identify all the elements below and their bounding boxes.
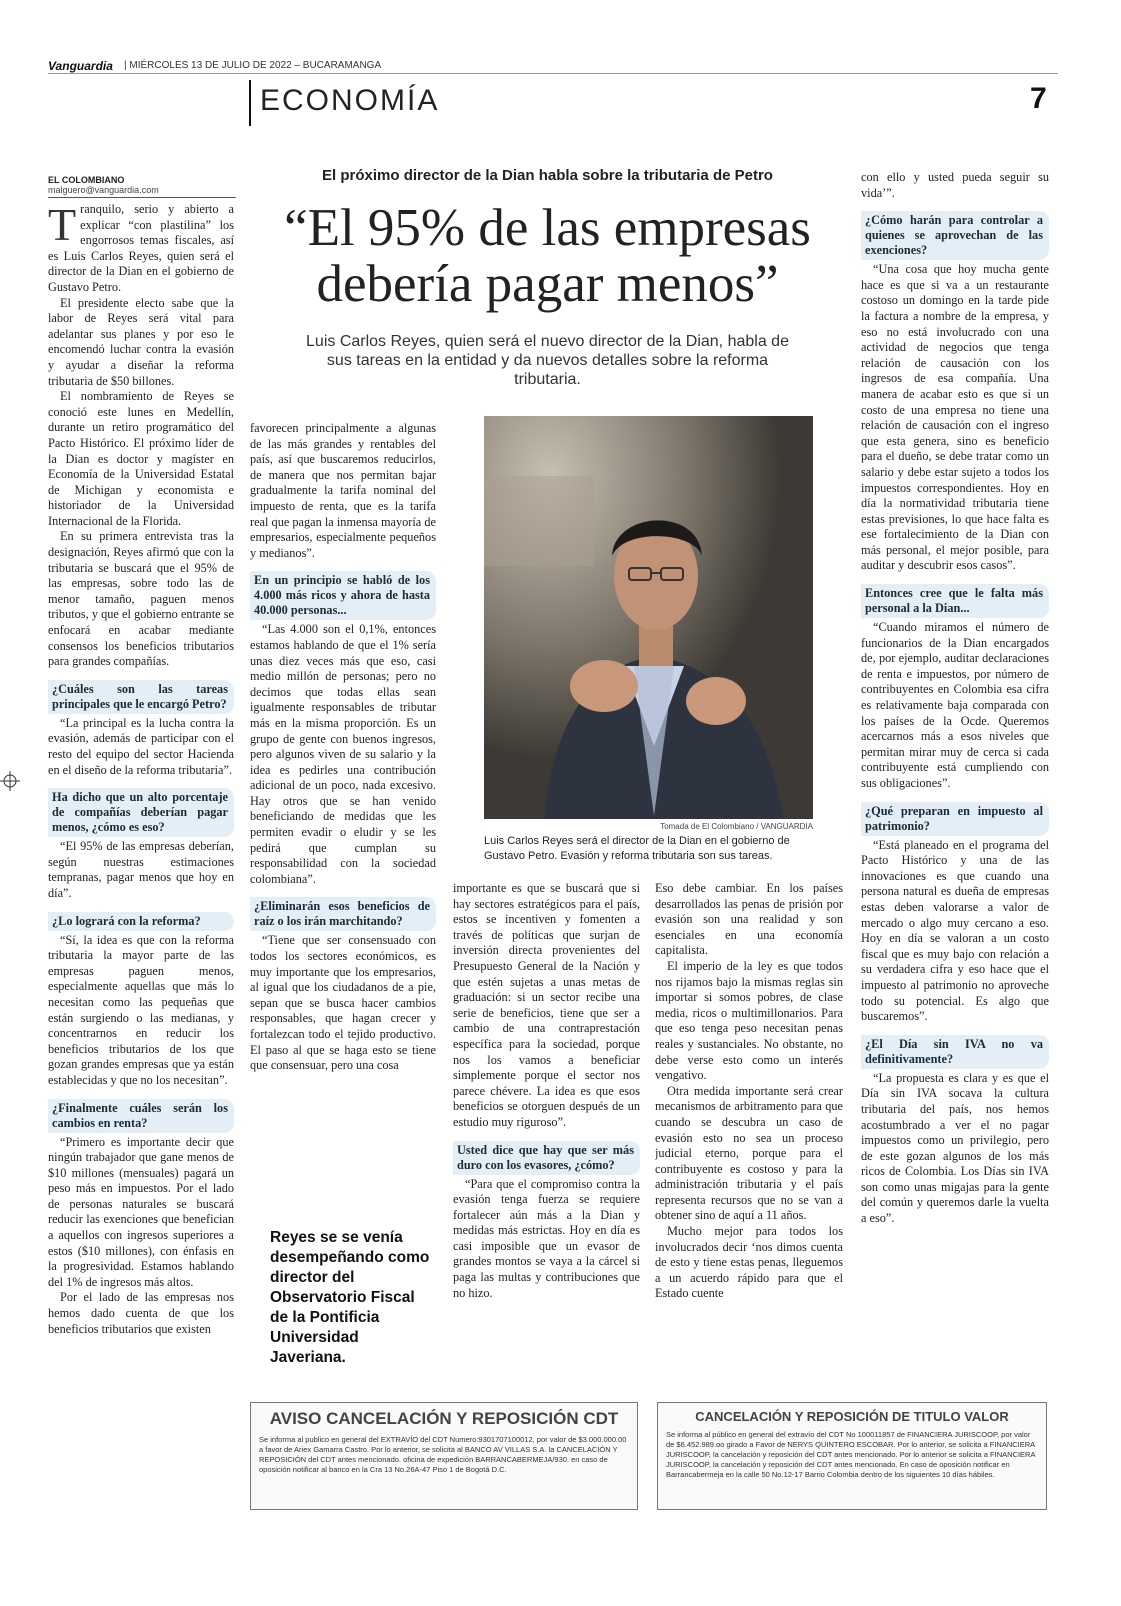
portrait-photo-illustration xyxy=(484,416,813,819)
newspaper-brand: Vanguardia xyxy=(48,59,113,73)
interview-question: En un principio se habló de los 4.000 más ricos y ahora de hasta 40.000 personas... xyxy=(250,571,436,620)
section-title: ECONOMÍA xyxy=(260,84,440,117)
classified-ad-cdt xyxy=(250,1402,638,1510)
article-column-2 xyxy=(250,421,436,1185)
interview-question: ¿Lo logrará con la reforma? xyxy=(48,912,234,931)
interview-answer: “Para que el compromiso contra la evasión tenga fuerza se requiere fortalecer aún más a la Dian y medidas más estrictas. Hoy en día es casi imposible que un evasor de grandes montos se vaya a la cárcel si paga las multas y contribuciones que no hizo. xyxy=(453,1176,640,1300)
ad-title: CANCELACIÓN Y REPOSICIÓN DE TITULO VALOR xyxy=(695,1409,1009,1424)
interview-question: Ha dicho que un alto porcentaje de compañías deberían pagar menos, ¿cómo es eso? xyxy=(48,788,234,837)
byline-source: EL COLOMBIANO xyxy=(48,175,125,185)
article-deck: Luis Carlos Reyes, quien será el nuevo director de la Dian, habla de sus tareas en la entidad y da nuevos detalles sobre la reforma tributaria. xyxy=(306,333,789,388)
interview-question: ¿El Día sin IVA no va definitivamente? xyxy=(861,1035,1049,1069)
interview-answer: “La propuesta es clara y es que el Día sin IVA socava la cultura tributaria del país, nos hemos acostumbrado a ver el no pagar impuestos como un privilegio, pero de este gozan algunos de los más ricos de Colombia. Los Días sin IVA son como unas migajas para la gente del común y queremos darle la vuelta a eso”. xyxy=(861,1070,1049,1226)
ad-body: Se informa al público en general del extravío del CDT No 100011857 de FINANCIERA JURISCOOP, por valor de $6.452.989.oo girado a Favor de NERYS QUINTERO ESCOBAR. Por lo anterior, se solicita a FINANCIERA JURISCOOP, la cancelación y reposición del CDT antes mencionado. Por lo anterior se solicita a FINANCIERA JURISCOOP, la cancelación y reposición del CDT antes mencionado. En caso de oposición notificar en Barrancabermeja en la calle 50 No.12-17 Barrio Colombia dentro de los siguientes 10 días hábiles. xyxy=(666,1430,1036,1479)
byline-email: malguero@vanguardia.com xyxy=(48,185,159,195)
paragraph: importante es que se buscará que si hay sectores estratégicos para el país, estos se incentiven y fomenten a través de políticas que surjan de inversión directa provenientes del Presupuesto General de la Nación y que estén sujetas a unas metas de graduación: si un sector recibe una serie de beneficios, tiene que ser a cambio de una contraprestación específica para la sociedad, porque nos los vamos a beneficiar simplemente porque el sector nos parece chévere. La idea es que esos beneficios se otorguen después de un estudio muy riguroso”. xyxy=(453,881,640,1129)
interview-question: ¿Cuáles son las tareas principales que le encargó Petro? xyxy=(48,680,234,714)
paragraph: Otra medida importante será crear mecanismos de arbitramento para que cuando se descubra un caso de evasión esto no sea un proceso judicial eterno, porque para el contribuyente es costoso y para la administración tributaria y el país representa recursos que no se van a obtener sino de aquí a 11 años. xyxy=(655,1083,843,1223)
drop-cap: T xyxy=(48,202,77,250)
pull-quote: Reyes se se venía desempeñando como director del Observatorio Fiscal de la Pontificia Universidad Javeriana. xyxy=(270,1229,430,1366)
interview-question: ¿Qué preparan en impuesto al patrimonio? xyxy=(861,802,1049,836)
ad-title: AVISO CANCELACIÓN Y REPOSICIÓN CDT xyxy=(269,1409,619,1428)
article-kicker: El próximo director de la Dian habla sobre la tributaria de Petro xyxy=(322,167,773,184)
interview-answer: “Sí, la idea es que con la reforma tributaria la mayor parte de las empresas paguen menos, especialmente aquellas que más lo necesitan como las pequeñas que están surgiendo o las medianas, y concentrarnos en reducir los beneficios tributarios de los que gozan grandes empresas que ya están establecidas y que no los necesitan”. xyxy=(48,932,234,1087)
registration-mark-icon xyxy=(0,771,20,791)
interview-answer: “El 95% de las empresas deberían, según nuestras estimaciones tempranas, pagar menos que hoy en día”. xyxy=(48,839,234,900)
interview-question: Entonces cree que le falta más personal a la Dian... xyxy=(861,584,1049,618)
header-rule xyxy=(48,73,1058,74)
paragraph: con ello y usted pueda seguir su vida’”. xyxy=(861,170,1049,200)
interview-answer: “Está planeado en el programa del Pacto Histórico y una de las innovaciones es que cuando una persona natural es dueña de empresas estas deben valorarse a valor de mercado o algo muy cercano a eso. Hoy en día se valoran a un costo fiscal que es muy bajo con relación a su verdadera cifra y eso hace que el impuesto al patrimonio no aproveche todo su potencial. Es algo que buscaremos”. xyxy=(861,837,1049,1024)
interview-answer: “Primero es importante decir que ningún trabajador que gane menos de $10 millones (mensuales) pagará un peso más en impuestos. Por el lado de personas naturales se buscará reducir las exenciones que benefician a aquellos con ingresos superiores a estos ($10 millones), con énfasis en la progresividad. Estamos hablando del 1% de ingresos más altos. xyxy=(48,1134,234,1289)
interview-question: Usted dice que hay que ser más duro con los evasores, ¿cómo? xyxy=(453,1141,640,1175)
interview-question: ¿Finalmente cuáles serán los cambios en renta? xyxy=(48,1099,234,1133)
classified-ad-titulo-valor xyxy=(657,1402,1047,1510)
article-headline: “El 95% de las empresas debería pagar menos” xyxy=(284,199,811,313)
paragraph: favorecen principalmente a algunas de las más grandes y rentables del país, así que buscaremos reducirlos, de manera que nos permitan bajar gradualmente la tarifa nominal del impuesto de renta, que es la tarifa real que pagan la inmensa mayoría de empresarios, especialmente pequeños y medianos”. xyxy=(250,421,436,560)
byline-rule xyxy=(48,197,236,198)
interview-question: ¿Eliminarán esos beneficios de raíz o los irán marchitando? xyxy=(250,897,436,931)
article-column-5 xyxy=(861,170,1049,1365)
paragraph: ranquilo, serio y abierto a explicar “con plastilina” los engorrosos temas fiscales, así es Luis Carlos Reyes, quien será el director de la Dian en el gobierno de Gustavo Petro. xyxy=(48,202,234,294)
section-divider xyxy=(249,80,251,126)
edition-date: | MIÉRCOLES 13 DE JULIO DE 2022 – BUCARAMANGA xyxy=(124,60,382,71)
interview-answer: “Cuando miramos el número de funcionarios de la Dian encargados de, por ejemplo, auditar declaraciones de renta e impuestos, por número de contribuyentes en Colombia esa cifra es relativamente baja comparada con los países de la Ocde. Queremos acercarnos más a esos niveles que permitan mirar muy de cerca si cada contribuyente está cumpliendo con sus obligaciones”. xyxy=(861,620,1049,790)
article-column-1 xyxy=(48,202,234,1507)
page-number: 7 xyxy=(1030,82,1047,115)
paragraph: El imperio de la ley es que todos nos rijamos bajo la mismas reglas sin importar si somos pobres, de clase media, ricos o multimillonarios. Para que eso tenga peso necesitan penas reales y sustanciales. No obstante, no debe verse esto como un interés vengativo. xyxy=(655,958,843,1083)
portrait-photo xyxy=(484,416,813,819)
interview-answer: “La principal es la lucha contra la evasión, además de participar con el resto del equipo del sector Hacienda en el diseño de la reforma tributaria”. xyxy=(48,715,234,777)
paragraph: Eso debe cambiar. En los países desarrollados las penas de prisión por evasión son una realidad y son esenciales en una economía capitalista. xyxy=(655,881,843,958)
ad-body: Se informa al publico en general del EXTRAVÍO del CDT Numero:9301707100012, por valor de $3.000.000.00 a favor de Ariex Gamarra Castro. Por lo anterior, se solicita al BANCO AV VILLAS S.A. la CANCELACIÓN Y REPOSICIÓN del CDT antes mencionado. oficina de expedición BARRANCABERMEJA/930. en caso de oposición notificar al banco en la Cra 13 No.26A-47 Piso 1 de Bogotá D.C. xyxy=(259,1435,627,1474)
paragraph: El nombramiento de Reyes se conoció este lunes en Medellín, durante un retiro programático del Pacto Histórico. El próximo líder de la Dian es doctor y magíster en Economía de la Universidad Estatal de Michigan y economista e historiador de la Universidad Internacional de la Florida. xyxy=(48,389,234,528)
article-column-3 xyxy=(453,881,640,1381)
photo-caption: Luis Carlos Reyes será el director de la Dian en el gobierno de Gustavo Petro. Evasión y reforma tributaria son sus tareas. xyxy=(484,835,790,862)
paragraph: En su primera entrevista tras la designación, Reyes afirmó que con la tributaria se buscará que el 95% de las empresas, sobre todo las de menor tamaño, paguen menos tributos, y que el gobierno entrante se enfocará en acabar mediante consensos los beneficios tributarios para grandes compañías. xyxy=(48,529,234,669)
interview-answer: “Las 4.000 son el 0,1%, entonces estamos hablando de que el 1% sería unas diez veces más que eso, casi medio millón de personas; pero no decimos que todas ellas sean igualmente responsables de tributar más en la misma proporción. Es un grupo de gente con buenos ingresos, pero algunos viven de su salario y la idea es pedirles una contribución adicional de un poco, nada excesivo. Hay otros que se han venido beneficiando de medidas que les permiten evadir o eludir y se les pedirá que cumplan su responsabilidad con la sociedad colombiana”. xyxy=(250,622,436,886)
interview-answer: “Tiene que ser consensuado con todos los sectores económicos, es muy importante que los empresarios, al igual que los ciudadanos de a pie, sepan que se busca hacer cambios responsables, que hagan crecer y fortalezcan todo el tejido productivo. El paso al que se haga esto se tiene que consensuar, pero una cosa xyxy=(250,933,436,1073)
paragraph: Mucho mejor para todos los involucrados decir ‘nos dimos cuenta de esto y tiene estas penas, lleguemos a un acuerdo rápido para que el Estado cuente xyxy=(655,1224,843,1301)
interview-answer: Por el lado de las empresas nos hemos dado cuenta de que los beneficios tributarios que existen xyxy=(48,1290,234,1336)
photo-credit: Tomada de El Colombiano / VANGUARDIA xyxy=(660,822,813,831)
interview-answer: “Una cosa que hoy mucha gente hace es que si va a un restaurante costoso un domingo en la tarde pide la factura a nombre de la empresa, y eso no está involucrado con una actividad de negocios que tenga relación de causación con los ingresos de esa compañía. Una manera de acabar esto es que si un costo de una empresa no tiene una relación de causación con el ingreso que esta genera, sino es beneficio para el dueño, se debe tratar como un salario y debe estar sujeto a todos los impuestos correspondientes. Hoy en día la normatividad tributaria tiene estas previsiones, lo que hace falta es ese fortalecimiento de la Dian con más personal, el mejor posible, para auditar y descubrir esos casos”. xyxy=(861,262,1049,573)
article-column-4 xyxy=(655,881,843,1381)
interview-question: ¿Cómo harán para controlar a quienes se aprovechan de las exenciones? xyxy=(861,211,1049,260)
paragraph: El presidente electo sabe que la labor de Reyes será vital para adelantar sus planes y por eso le encomendó luchar contra la evasión y ayudar a diseñar la reforma tributaria de $50 billones. xyxy=(48,295,234,388)
